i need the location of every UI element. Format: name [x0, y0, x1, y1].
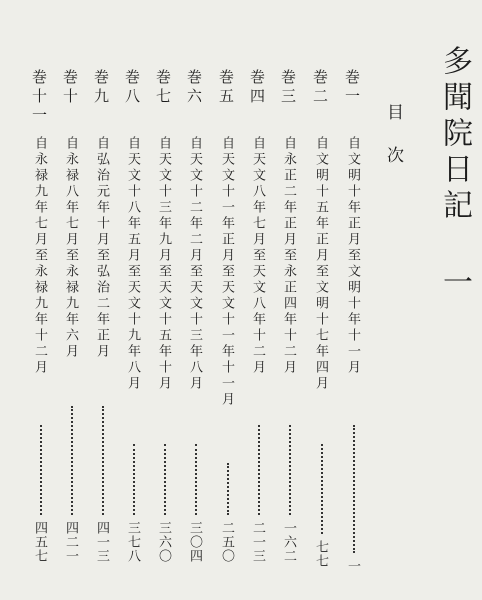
page-number: 四一三 — [94, 521, 109, 563]
volume-label: 巻十 — [61, 69, 79, 107]
volume-label: 巻三 — [279, 69, 297, 107]
leader-dots — [102, 406, 104, 515]
volume-date-range: 自天文八年七月至天文八年十二月 — [250, 136, 265, 376]
volume-label: 巻二 — [311, 69, 329, 107]
page-number: 三六〇 — [156, 521, 171, 563]
toc-heading: 目次 — [383, 103, 403, 189]
volume-date-range: 自永禄八年七月至永禄九年六月 — [63, 136, 78, 360]
volume-date-range: 自弘治元年十月至弘治二年正月 — [94, 136, 109, 360]
leader-dots — [227, 463, 229, 515]
page-number: 四二一 — [63, 521, 78, 563]
page-title: 多聞院日記 一 — [437, 45, 472, 302]
page-number: 三〇四 — [187, 521, 202, 563]
volume-date-range: 自永禄九年七月至永禄九年十二月 — [32, 136, 47, 376]
volume-date-range: 自天文十一年正月至天文十一年十一月 — [219, 136, 234, 408]
volume-label: 巻六 — [185, 69, 203, 107]
volume-label: 巻四 — [248, 69, 266, 107]
volume-label: 巻十一 — [30, 69, 48, 126]
volume-date-range: 自天文十三年九月至天文十五年十月 — [156, 136, 171, 392]
leader-dots — [40, 425, 42, 515]
leader-dots — [321, 444, 323, 534]
page-number: 三七八 — [125, 521, 140, 563]
page-number: 一六二 — [281, 521, 296, 563]
page-number: 一 — [345, 559, 360, 573]
leader-dots — [289, 425, 291, 515]
page-number: 七七 — [313, 540, 328, 568]
page-number: 二一三 — [250, 521, 265, 563]
page-number: 二五〇 — [219, 521, 234, 563]
volume-date-range: 自文明十五年正月至文明十七年四月 — [313, 136, 328, 392]
leader-dots — [353, 425, 355, 553]
volume-label: 巻七 — [154, 69, 172, 107]
leader-dots — [258, 425, 260, 515]
leader-dots — [164, 444, 166, 515]
volume-date-range: 自天文十八年五月至天文十九年八月 — [125, 136, 140, 392]
volume-date-range: 自永正二年正月至永正四年十二月 — [281, 136, 296, 376]
volume-label: 巻五 — [217, 69, 235, 107]
leader-dots — [71, 406, 73, 515]
leader-dots — [133, 444, 135, 515]
leader-dots — [195, 444, 197, 515]
volume-date-range: 自文明十年正月至文明十年十一月 — [345, 136, 360, 376]
page-number: 四五七 — [32, 521, 47, 563]
volume-label: 巻九 — [92, 69, 110, 107]
volume-date-range: 自天文十二年二月至天文十三年八月 — [187, 136, 202, 392]
volume-label: 巻八 — [123, 69, 141, 107]
volume-label: 巻一 — [343, 69, 361, 107]
